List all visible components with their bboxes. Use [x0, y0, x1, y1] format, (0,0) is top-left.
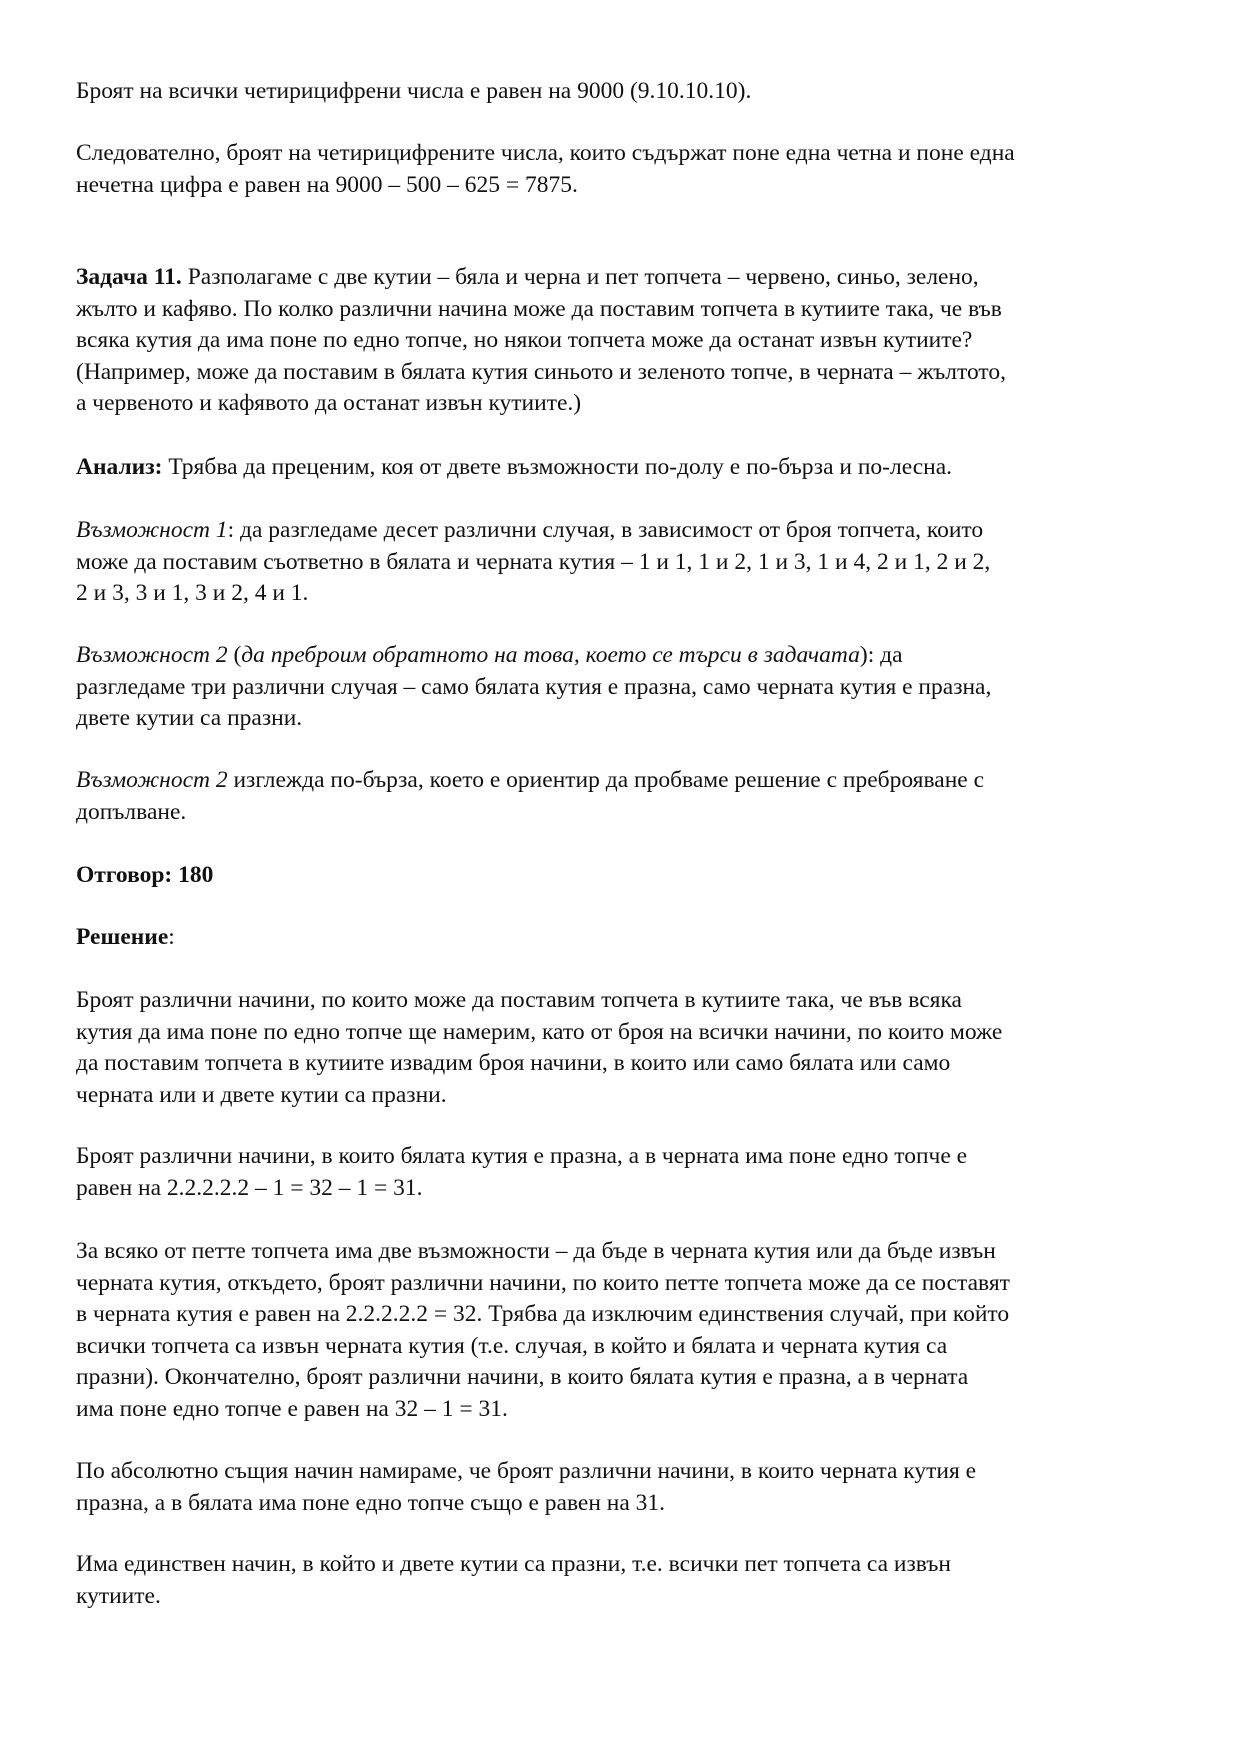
- paragraph: [76, 138, 1186, 201]
- paragraph: [76, 860, 1186, 892]
- text-line: [76, 985, 1186, 1017]
- paragraph: [76, 262, 1186, 420]
- paragraph: [76, 76, 1186, 108]
- text-line: [76, 1048, 1186, 1080]
- bold-text: Анализ:: [76, 454, 163, 480]
- text: 2 и 3, 3 и 1, 3 и 2, 4 и 1.: [76, 580, 309, 607]
- text-line: [76, 547, 1186, 579]
- text-line: [76, 262, 1186, 294]
- text: празна, а в бялата има поне едно топче също е равен на 31.: [76, 1489, 666, 1516]
- text-line: [76, 1299, 1186, 1331]
- text: черната или и двете кутии са празни.: [76, 1081, 447, 1108]
- paragraph: [76, 765, 1186, 828]
- text-line: [76, 922, 1186, 954]
- text-line: [76, 1581, 1186, 1613]
- text: равен на 2.2.2.2.2 – 1 = 32 – 1 = 31.: [76, 1174, 423, 1201]
- text: Броят на всички четирицифрени числа е равен на 9000 (9.10.10.10).: [76, 78, 752, 104]
- text: черната кутия, откъдето, броят различни начини, по които петте топчета може да се поставят: [76, 1269, 1010, 1296]
- text: Има единствен начин, в който и двете кутии са празни, т.е. всички пет топчета са извън: [76, 1551, 951, 1577]
- text: кутиите.: [76, 1582, 161, 1609]
- text: кутия да има поне по едно топче ще намерим, като от броя на всички начини, по които може: [76, 1018, 1003, 1045]
- text-line: [76, 452, 1186, 484]
- text-line: [76, 1173, 1186, 1205]
- text: разгледаме три различни случая – само бялата кутия е празна, само черната кутия е празна,: [76, 673, 992, 700]
- text-line: [76, 325, 1186, 357]
- text: допълване.: [76, 798, 187, 825]
- text-line: [76, 388, 1186, 420]
- text: празни). Окончателно, броят различни начини, в които бялата кутия е празна, а в черната: [76, 1364, 969, 1391]
- text: : да разгледаме десет различни случая, в зависимост от броя топчета, които: [227, 517, 984, 543]
- text: изглежда по-бърза, което е ориентир да пробваме решение с преброяване с: [227, 767, 984, 793]
- text: а червеното и кафявото да останат извън кутиите.): [76, 390, 582, 417]
- paragraph: [76, 1236, 1186, 1426]
- text: нечетна цифра е равен на 9000 – 500 – 625 = 7875.: [76, 171, 578, 198]
- paragraph: [76, 1456, 1186, 1519]
- text: По абсолютно същия начин намираме, че броят различни начини, в които черната кутия е: [76, 1458, 977, 1484]
- paragraph: [76, 922, 1186, 954]
- text: всички топчета са извън черната кутия (т.е. случая, в който и бялата и черната кутия са: [76, 1332, 948, 1359]
- paragraph: [76, 1141, 1186, 1204]
- text: :: [168, 924, 175, 950]
- text-line: [76, 1331, 1186, 1363]
- text: всяка кутия да има поне по едно топче, но някои топчета може да останат извън кутиите?: [76, 327, 973, 354]
- text-line: [76, 672, 1186, 704]
- text: жълто и кафяво. По колко различни начина може да поставим топчета в кутиите така, че във: [76, 295, 1002, 322]
- text: може да поставим съответно в бялата и черната кутия – 1 и 1, 1 и 2, 1 и 3, 1 и 4, 2 и 1, 2 и 2,: [76, 548, 991, 575]
- paragraph: [76, 640, 1186, 735]
- text-line: [76, 703, 1186, 735]
- text-line: [76, 1141, 1186, 1173]
- text: Следователно, броят на четирицифрените числа, които съдържат поне една четна и поне една: [76, 140, 1015, 166]
- text-line: [76, 860, 1186, 892]
- text: Трябва да преценим, коя от двете възможности по-долу е по-бърза и по-лесна.: [162, 454, 953, 480]
- bold-text: Отговор: 180: [76, 862, 214, 888]
- italic-text: Възможност 2: [76, 642, 228, 668]
- text-line: [76, 1362, 1186, 1394]
- bold-text: Задача 11.: [76, 264, 182, 290]
- text: ): да: [859, 642, 903, 668]
- paragraph: [76, 1549, 1186, 1612]
- paragraph: [76, 515, 1186, 610]
- text: Разполагаме с две кутии – бяла и черна и пет топчета – червено, синьо, зелено,: [181, 264, 979, 290]
- text-line: [76, 797, 1186, 829]
- text-line: [76, 294, 1186, 326]
- text: Броят различни начини, по които може да поставим топчета в кутиите така, че във всяка: [76, 987, 962, 1013]
- text: (: [227, 642, 242, 668]
- text-line: [76, 765, 1186, 797]
- text: За всяко от петте топчета има две възможности – да бъде в черната кутия или да бъде извън: [76, 1238, 996, 1264]
- text-line: [76, 138, 1186, 170]
- text-line: [76, 170, 1186, 202]
- paragraph: [76, 985, 1186, 1111]
- text-line: [76, 1549, 1186, 1581]
- text: да поставим топчета в кутиите извадим броя начини, в които или само бялата или само: [76, 1050, 951, 1077]
- text-line: [76, 1456, 1186, 1488]
- italic-text: да преброим обратното на това, което се търси в задачата: [241, 642, 860, 668]
- text-line: [76, 1236, 1186, 1268]
- text-line: [76, 1017, 1186, 1049]
- text-line: [76, 76, 1186, 108]
- text: двете кутии са празни.: [76, 705, 303, 732]
- text-line: [76, 1080, 1186, 1112]
- bold-text: Решение: [76, 924, 169, 950]
- text: има поне едно топче е равен на 32 – 1 = 31.: [76, 1395, 508, 1422]
- text-line: [76, 1488, 1186, 1520]
- paragraph: [76, 452, 1186, 484]
- text-line: [76, 1268, 1186, 1300]
- text-line: [76, 578, 1186, 610]
- text: (Например, може да поставим в бялата кутия синьото и зеленото топче, в черната – жълтото,: [76, 358, 1007, 385]
- italic-text: Възможност 2: [76, 767, 228, 793]
- text: в черната кутия е равен на 2.2.2.2.2 = 32. Трябва да изключим единствения случай, при който: [76, 1301, 1010, 1328]
- text-line: [76, 1394, 1186, 1426]
- text: Броят различни начини, в които бялата кутия е празна, а в черната има поне едно топче е: [76, 1143, 968, 1169]
- text-line: [76, 357, 1186, 389]
- text-line: [76, 640, 1186, 672]
- text-line: [76, 515, 1186, 547]
- italic-text: Възможност 1: [76, 517, 228, 543]
